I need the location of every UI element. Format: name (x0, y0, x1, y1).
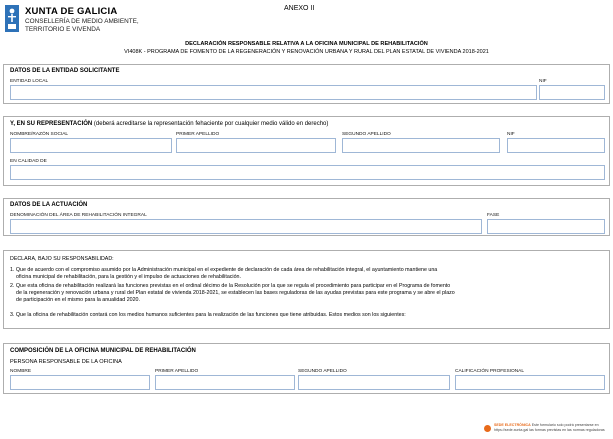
footer-line-1: Este formulario solo podrá presentarse en (531, 423, 599, 427)
qualification-label: CALIFICACIÓN PROFESIONAL (455, 369, 525, 374)
action-heading: DATOS DE LA ACTUACIÓN (10, 202, 88, 208)
declaration-intro: DECLARA, BAJO SU RESPONSABILIDAD: (10, 256, 114, 262)
qualification-field[interactable] (455, 375, 605, 390)
declaration-section (3, 250, 610, 329)
surname1-label: PRIMER APELLIDO (176, 132, 220, 137)
org-department (25, 18, 139, 34)
phase-field[interactable] (487, 219, 605, 234)
local-entity-label: ENTIDAD LOCAL (10, 79, 49, 84)
office-name-field[interactable] (10, 375, 150, 390)
entity-nif-label: NIF (539, 79, 547, 84)
area-field[interactable] (10, 219, 482, 234)
office-surname1-field[interactable] (155, 375, 295, 390)
representation-title: Y, EN SU REPRESENTACIÓN (10, 121, 93, 127)
representative-nif-field[interactable] (507, 138, 605, 153)
local-entity-field[interactable] (10, 85, 537, 100)
declaration-item-1-line-2: oficina municipal de rehabilitación, para la gestión y el impulso de actuaciones de rehabilitación. (16, 274, 241, 281)
xunta-logo (5, 5, 19, 32)
declaration-item-1-line-1: 1. Que de acuerdo con el compromiso asumido por la Administración municipal en el expediente de declaración de cada área de rehabilitación integral, el ayuntamiento mantiene una (10, 267, 438, 273)
office-surname1-label: PRIMER APELLIDO (155, 369, 199, 374)
annex-label: ANEXO II (284, 5, 315, 12)
entity-nif-field[interactable] (539, 85, 605, 100)
representation-note: (deberá acreditarse la representación fehaciente por cualquier medio válido en derecho) (93, 121, 329, 127)
org-name: XUNTA DE GALICIA (25, 6, 118, 17)
footer-note (494, 423, 612, 432)
name-field[interactable] (10, 138, 172, 153)
footer-line-2: https://sede.xunta.gal las formas previstas en las normas reguladoras (494, 427, 605, 432)
capacity-label: EN CALIDAD DE (10, 159, 47, 164)
document-subtitle: VI408K - PROGRAMA DE FOMENTO DE LA REGENERACIÓN Y RENOVACIÓN URBANA Y RURAL DEL PLAN ESTATAL DE VIVIENDA 2018-2021 (124, 49, 489, 55)
area-label: DENOMINACIÓN DEL ÁREA DE REHABILITACIÓN INTEGRAL (10, 213, 147, 218)
composition-subheading: PERSONA RESPONSABLE DE LA OFICINA (10, 359, 122, 365)
declaration-item-2-line-1: 2. Que esta oficina de rehabilitación realizará las funciones previstas en el ordinal décimo de la Resolución por la que se regula el procedimiento para participar en el Programa de fomento (10, 283, 451, 289)
entity-heading: DATOS DE LA ENTIDAD SOLICITANTE (10, 68, 120, 74)
sede-electronica-icon (484, 425, 491, 432)
document-title: DECLARACIÓN RESPONSABLE RELATIVA A LA OFICINA MUNICIPAL DE REHABILITACIÓN (185, 41, 428, 47)
office-surname2-label: SEGUNDO APELLIDO (298, 369, 347, 374)
composition-section (3, 343, 610, 394)
declaration-item-2-line-2: de la regeneración y renovación urbana y rural del Plan estatal de vivienda 2018-2021, se establecen las bases reguladoras de las ayudas previstas para este programa y se abre el plazo (16, 290, 455, 297)
footer-brand: SEDE ELECTRÓNICA (494, 423, 531, 427)
surname2-label: SEGUNDO APELLIDO (342, 132, 391, 137)
representation-heading (10, 121, 328, 127)
representative-nif-label: NIF (507, 132, 515, 137)
declaration-item-1 (10, 267, 606, 281)
entity-section (3, 64, 610, 104)
capacity-field[interactable] (10, 165, 605, 180)
surname2-field[interactable] (342, 138, 500, 153)
declaration-item-2 (10, 283, 606, 305)
dept-line-2: TERRITORIO E VIVENDA (25, 26, 101, 33)
declaration-item-2-line-3: de participación en el mismo para la anualidad 2020. (16, 297, 140, 304)
representation-section (3, 116, 610, 186)
phase-label: FASE (487, 213, 500, 218)
office-surname2-field[interactable] (298, 375, 450, 390)
declaration-item-3: 3. Que la oficina de rehabilitación contará con los medios humanos suficientes para la realización de las funciones que tiene atribuidas. Estos medios son los siguientes: (10, 312, 406, 318)
composition-heading: COMPOSICIÓN DE LA OFICINA MUNICIPAL DE REHABILITACIÓN (10, 348, 196, 354)
action-section (3, 198, 610, 236)
name-label: NOMBRE/RAZÓN SOCIAL (10, 132, 69, 137)
surname1-field[interactable] (176, 138, 336, 153)
office-name-label: NOMBRE (10, 369, 32, 374)
dept-line-1: CONSELLERÍA DE MEDIO AMBIENTE, (25, 18, 139, 25)
